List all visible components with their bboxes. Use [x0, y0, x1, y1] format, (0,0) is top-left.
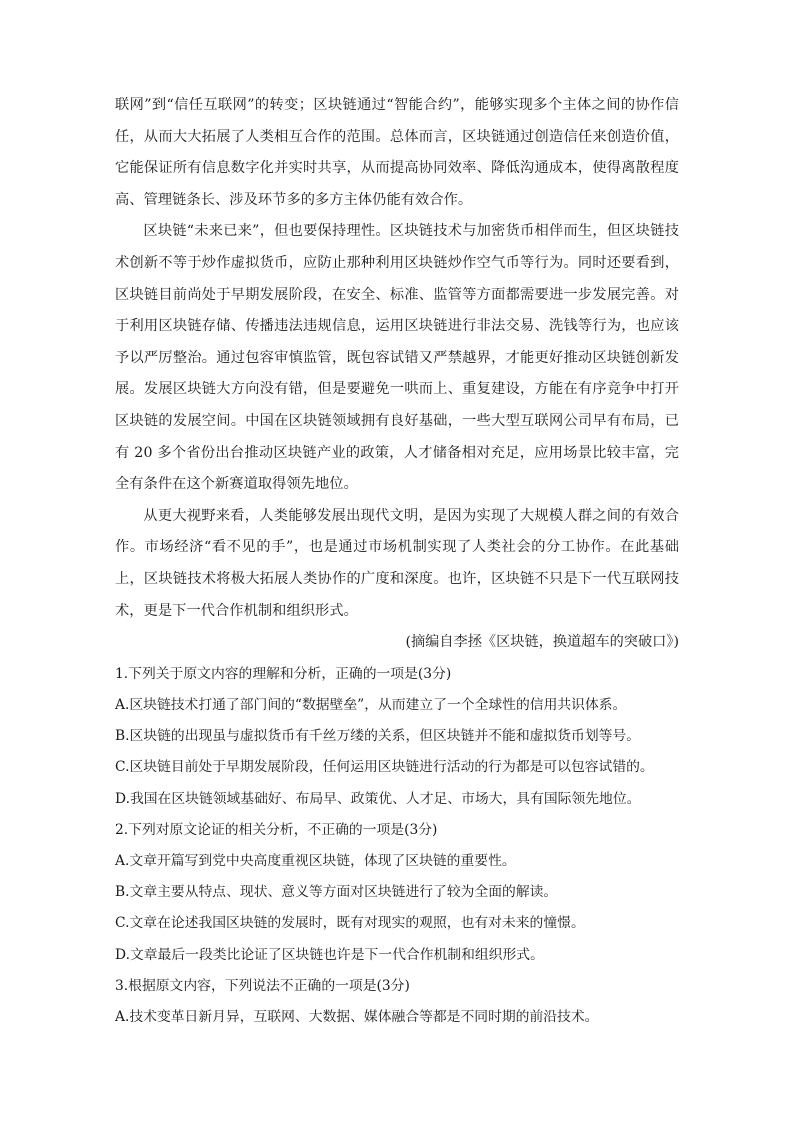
option-c: C.文章在论述我国区块链的发展时，既有对现实的观照，也有对未来的憧憬。 [115, 915, 585, 932]
option-d: D.我国在区块链领域基础好、布局早、政策优、人才足、市场大，具有国际领先地位。 [115, 790, 641, 807]
option-c: C.区块链目前处于早期发展阶段，任何运用区块链进行活动的行为都是可以包容试错的。 [115, 759, 654, 776]
option-a: A.技术变革日新月异，互联网、大数据、媒体融合等都是不同时期的前沿技术。 [115, 1008, 599, 1025]
article-paragraph-2: 区块链“未来已来”，但也要保持理性。区块链技术与加密货币相伴而生，但区块链技术创新不等于炒作虚拟货币，应防止那种利用区块链炒作空气币等行为。同时还要看到，区块链目前尚处于早期发展阶段，在安全、标准、监管等方面都需要进一步发展完善。对于利用区块链存储、传播违法违规信息，运用区块链进行非法交易、洗钱等行为，也应该予以严厉整治。通过包容审慎监管，既包容试错又严禁越界，才能更好推动区块链创新发展。发展区块链大方向没有错，但是要避免一哄而上、重复建设，方能在有序竞争中打开区块链的发展空间。中国在区块链领域拥有良好基础，一些大型互联网公司早有布局，已有 20 多个省份出台推动区块链产业的政策，人才储备相对充足，应用场景比较丰富，完全有条件在这个新赛道取得领先地位。 [115, 223, 679, 493]
option-b: B.区块链的出现虽与虚拟货币有千丝万缕的关系，但区块链并不能和虚拟货币划等号。 [115, 728, 641, 745]
option-d: D.文章最后一段类比论证了区块链也许是下一代合作机制和组织形式。 [115, 946, 544, 963]
question-stem: 3.根据原文内容，下列说法不正确的一项是(3分) [115, 977, 410, 994]
question-1 [115, 659, 679, 815]
article-source: (摘编自李拯《区块链，换道超车的突破口》) [405, 634, 679, 651]
article-paragraph-3: 从更大视野来看，人类能够发展出现代文明，是因为实现了大规模人群之间的有效合作。市场经济“看不见的手”，也是通过市场机制实现了人类社会的分工协作。在此基础上，区块链技术将极大拓展人类协作的广度和深度。也许，区块链不只是下一代互联网技术，更是下一代合作机制和组织形式。 [115, 507, 679, 619]
question-3 [115, 971, 679, 1033]
question-2 [115, 815, 679, 971]
document-page [115, 90, 679, 1033]
option-a: A.区块链技术打通了部门间的“数据壁垒”，从而建立了一个全球性的信用共识体系。 [115, 696, 627, 713]
question-stem: 2.下列对原文论证的相关分析，不正确的一项是(3分) [115, 821, 438, 838]
option-a: A.文章开篇写到党中央高度重视区块链，体现了区块链的重要性。 [115, 852, 516, 869]
question-stem: 1.下列关于原文内容的理解和分析，正确的一项是(3分) [115, 665, 452, 682]
option-b: B.文章主要从特点、现状、意义等方面对区块链进行了较为全面的解读。 [115, 884, 558, 901]
article-paragraph-1: 联网”到“信任互联网”的转变；区块链通过“智能合约”，能够实现多个主体之间的协作信任，从而大大拓展了人类相互合作的范围。总体而言，区块链通过创造信任来创造价值，它能保证所有信息数字化并实时共享，从而提高协同效率、降低沟通成本，使得离散程度高、管理链条长、涉及环节多的多方主体仍能有效合作。 [115, 97, 679, 208]
